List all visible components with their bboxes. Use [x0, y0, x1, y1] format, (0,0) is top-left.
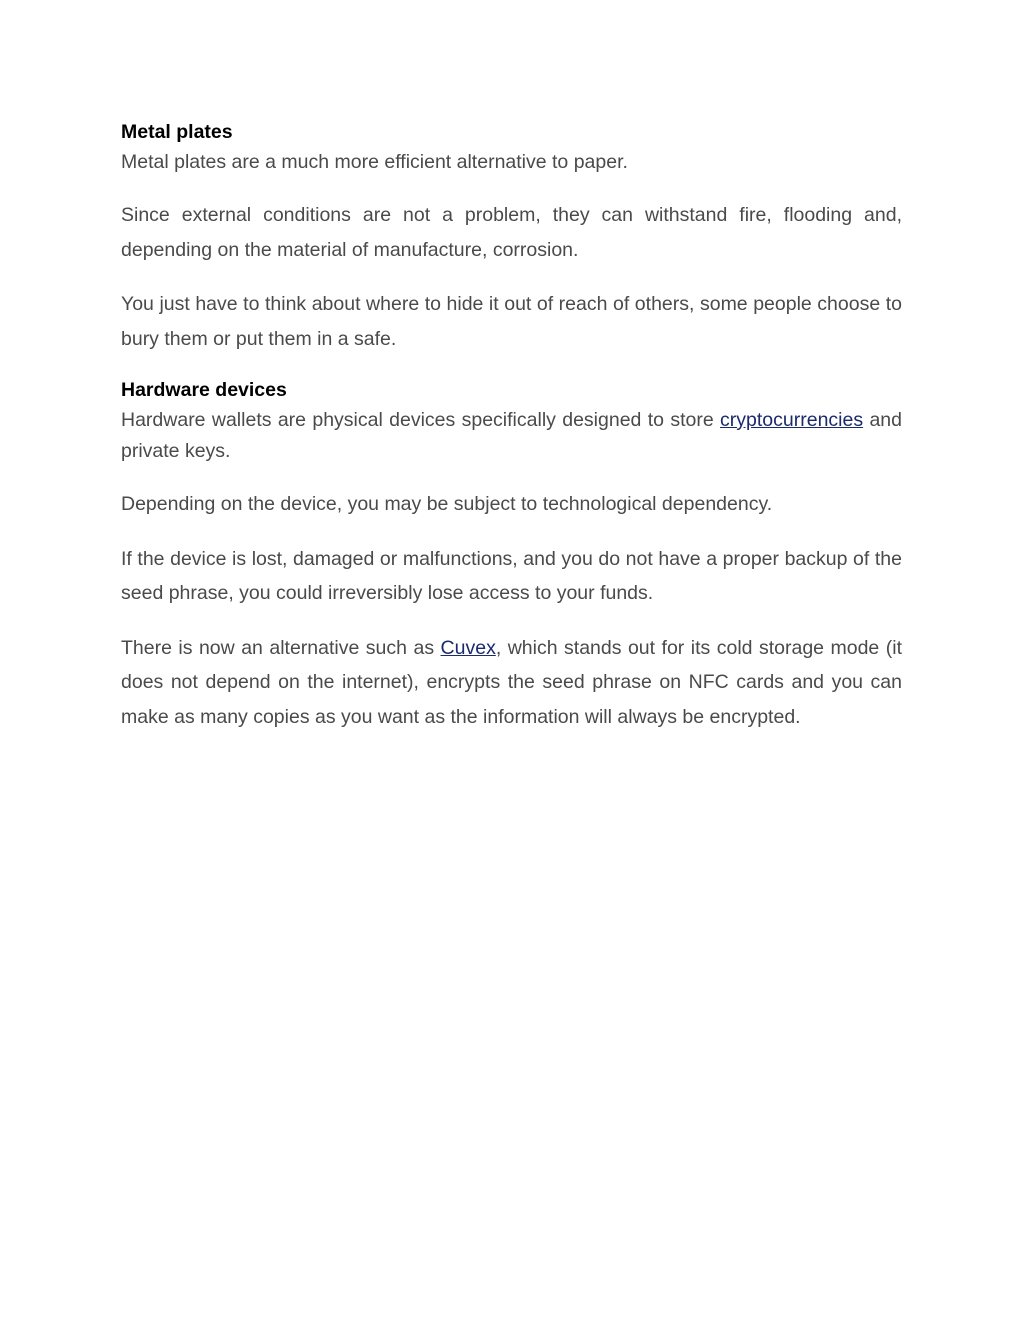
paragraph: You just have to think about where to hide it out of reach of others, some people choose to bury them or put them in a safe. — [121, 293, 902, 350]
section-heading: Hardware devices — [121, 379, 287, 401]
paragraph-text: and private keys. — [121, 409, 902, 462]
paragraph-text: Hardware wallets are physical devices specifically designed to store — [121, 409, 721, 431]
section-hardware-devices — [121, 376, 902, 734]
paragraph — [121, 631, 902, 735]
paragraph — [121, 405, 902, 467]
section-metal-plates — [121, 118, 902, 356]
paragraph: Depending on the device, you may be subject to technological dependency. — [121, 493, 773, 515]
paragraph-text: There is now an alternative such as — [121, 636, 441, 659]
cuvex-link[interactable]: Cuvex — [440, 636, 496, 659]
paragraph: If the device is lost, damaged or malfunctions, and you do not have a proper backup of the seed phrase, you could irreversibly lose access to your funds. — [121, 547, 902, 604]
cryptocurrencies-link[interactable]: cryptocurrencies — [720, 409, 864, 431]
paragraph-text: , which stands out for its cold storage mode (it does not depend on the internet), encrypts the seed phrase on NFC cards and you can make as many copies as you want as the information will always be encrypted. — [121, 636, 902, 728]
section-heading: Metal plates — [121, 121, 233, 143]
document-page — [121, 118, 902, 754]
paragraph: Metal plates are a much more efficient alternative to paper. — [121, 151, 628, 173]
paragraph: Since external conditions are not a problem, they can withstand fire, flooding and, depending on the material of manufacture, corrosion. — [121, 204, 902, 261]
